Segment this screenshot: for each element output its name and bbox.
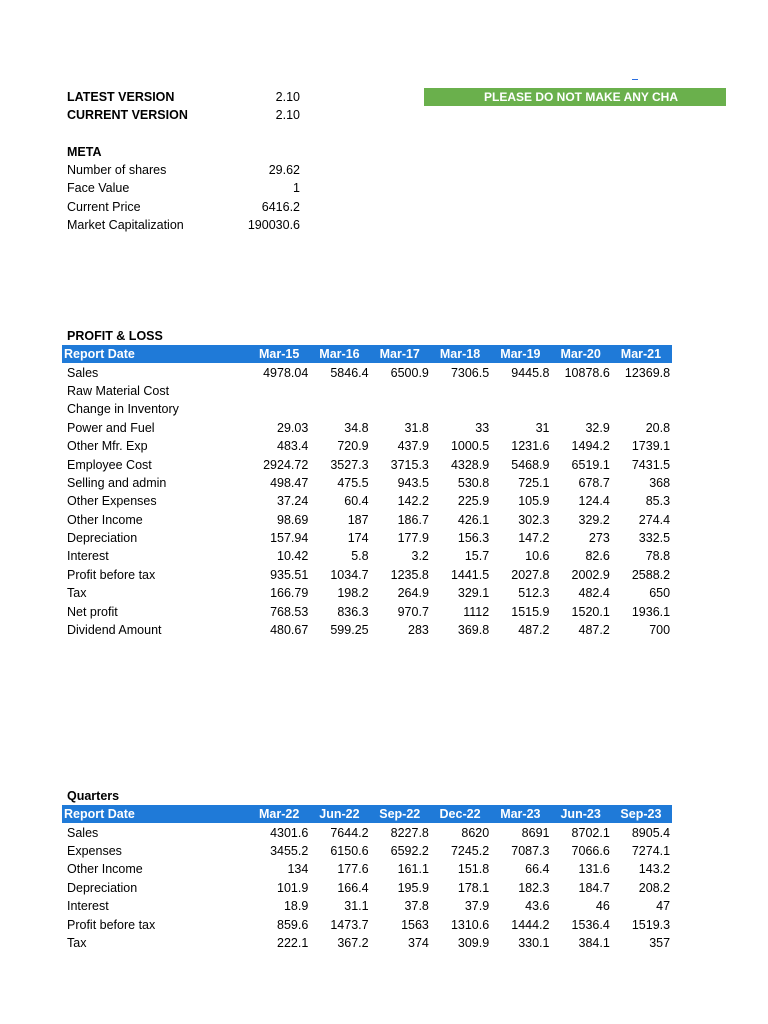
cell-value: 3.2 [411,549,429,564]
cell-value: 5.8 [351,549,369,564]
cell-value: 166.79 [270,586,309,601]
cell-value: 1515.9 [511,604,550,619]
table-row [62,511,672,529]
cell-value: 487.2 [578,623,610,638]
row-label: Change in Inventory [67,402,179,417]
period-header: Jun-22 [310,805,370,823]
cell-value: 8691 [521,825,550,840]
cell-value: 302.3 [518,512,550,527]
table-row [62,934,672,952]
table-row [62,547,672,565]
cell-value: 157.94 [270,531,309,546]
cell-value: 1936.1 [631,604,671,619]
row-label: Raw Material Cost [67,383,170,398]
cell-value: 332.5 [638,531,671,546]
table-header-row [62,345,672,363]
cell-value [371,400,431,418]
cell-value: 1112 [463,604,490,619]
row-label: Other Expenses [67,494,157,509]
row-label: Profit before tax [67,567,156,582]
cell-marker [632,79,638,80]
cell-value: 1520.1 [571,604,610,619]
cell-value: 530.8 [457,475,490,490]
cell-value: 1473.7 [330,917,369,932]
table-row [62,566,672,584]
cell-value: 187 [347,512,369,527]
cell-value: 1494.2 [571,439,610,454]
cell-value: 426.1 [457,512,490,527]
cell-value: 8227.8 [390,825,429,840]
profit-loss-title: PROFIT & LOSS [67,329,163,343]
cell-value: 147.2 [518,531,550,546]
cell-value: 37.24 [277,494,309,509]
cell-value: 650 [649,586,671,601]
meta-value: 190030.6 [247,217,300,232]
cell-value: 15.7 [464,549,490,564]
row-label: Depreciation [67,880,138,895]
cell-value: 182.3 [518,880,550,895]
cell-value: 2002.9 [571,567,610,582]
cell-value: 33 [475,420,490,435]
cell-value: 367.2 [337,935,369,950]
cell-value: 487.2 [518,623,550,638]
cell-value: 475.5 [337,475,369,490]
header-report-date: Report Date [62,805,250,823]
cell-value: 7087.3 [511,843,550,858]
cell-value: 369.8 [457,623,490,638]
cell-value: 1000.5 [450,439,490,454]
cell-value: 498.47 [270,475,309,490]
table-row [62,602,672,620]
cell-value [250,382,310,400]
cell-value: 264.9 [397,586,429,601]
table-row [62,823,672,841]
cell-value: 3455.2 [270,843,309,858]
cell-value: 2588.2 [631,567,671,582]
cell-value: 31.1 [344,899,369,914]
table-row [62,400,672,418]
cell-value: 5468.9 [511,457,550,472]
cell-value: 18.9 [283,899,309,914]
cell-value: 156.3 [457,531,490,546]
cell-value: 166.4 [337,880,369,895]
table-row [62,879,672,897]
cell-value [310,382,370,400]
cell-value: 1231.6 [511,439,550,454]
cell-value: 357 [649,935,671,950]
cell-value: 47 [656,899,671,914]
cell-value: 12369.8 [624,365,671,380]
cell-value: 330.1 [518,935,550,950]
cell-value [371,382,431,400]
cell-value: 720.9 [337,439,369,454]
period-header: Mar-21 [612,345,672,363]
period-header: Sep-22 [371,805,431,823]
cell-value [551,400,611,418]
cell-value: 8702.1 [571,825,610,840]
cell-value: 480.67 [270,623,309,638]
cell-value: 374 [408,935,429,950]
table-row [62,860,672,878]
period-header: Mar-18 [431,345,491,363]
row-label: Other Income [67,862,143,877]
cell-value: 46 [595,899,610,914]
row-label: Selling and admin [67,475,167,490]
current-version-value: 2.10 [275,108,300,122]
cell-value: 970.7 [397,604,429,619]
cell-value: 177.6 [337,862,369,877]
cell-value: 37.9 [464,899,490,914]
cell-value: 1519.3 [631,917,671,932]
cell-value: 943.5 [397,475,429,490]
table-row [62,842,672,860]
cell-value: 85.3 [645,494,671,509]
period-header: Mar-17 [371,345,431,363]
cell-value: 8905.4 [631,825,671,840]
cell-value: 5846.4 [330,365,369,380]
cell-value: 1310.6 [450,917,490,932]
cell-value: 7274.1 [631,843,671,858]
cell-value: 225.9 [457,494,490,509]
quarters-title: Quarters [67,789,120,803]
cell-value [612,400,672,418]
cell-value: 10.42 [277,549,309,564]
period-header: Mar-22 [250,805,310,823]
cell-value [551,382,611,400]
cell-value: 599.25 [330,623,369,638]
cell-value: 78.8 [645,549,671,564]
table-row [62,363,672,381]
cell-value: 208.2 [638,880,671,895]
cell-value: 198.2 [337,586,369,601]
cell-value: 60.4 [344,494,369,509]
cell-value: 3715.3 [390,457,429,472]
table-row [62,419,672,437]
cell-value: 32.9 [585,420,610,435]
cell-value: 31.8 [404,420,429,435]
row-label: Other Income [67,512,143,527]
cell-value: 935.51 [270,567,309,582]
cell-value: 98.69 [277,512,309,527]
table-header-row [62,805,672,823]
cell-value: 7245.2 [450,843,490,858]
cell-value: 700 [649,623,671,638]
meta-label: Number of shares [67,163,167,177]
cell-value: 131.6 [578,862,610,877]
cell-value: 186.7 [397,512,429,527]
table-row [62,897,672,915]
row-label: Power and Fuel [67,420,155,435]
period-header: Dec-22 [431,805,491,823]
cell-value: 29.03 [277,420,309,435]
cell-value: 384.1 [578,935,610,950]
period-header: Jun-23 [551,805,611,823]
cell-value: 101.9 [277,880,309,895]
cell-value: 43.6 [525,899,550,914]
cell-value: 34.8 [344,420,369,435]
cell-value: 7644.2 [330,825,369,840]
cell-value [431,400,491,418]
cell-value: 2924.72 [263,457,309,472]
cell-value: 437.9 [397,439,429,454]
cell-value: 4978.04 [263,365,309,380]
row-label: Tax [67,586,87,601]
cell-value: 512.3 [518,586,550,601]
meta-value: 1 [293,181,300,196]
table-row [62,382,672,400]
table-row [62,584,672,602]
cell-value: 161.1 [397,862,429,877]
table-row [62,474,672,492]
header-report-date: Report Date [62,345,250,363]
cell-value: 329.1 [457,586,490,601]
cell-value [491,400,551,418]
cell-value: 329.2 [578,512,610,527]
meta-value: 29.62 [268,163,300,177]
current-version-label: CURRENT VERSION [67,108,188,122]
cell-value: 124.4 [578,494,610,509]
cell-value: 6500.9 [390,365,429,380]
cell-value: 142.2 [397,494,429,509]
period-header: Mar-19 [491,345,551,363]
table-row [62,492,672,510]
cell-value: 7431.5 [631,457,671,472]
table-row [62,621,672,639]
period-header: Mar-20 [551,345,611,363]
row-label: Dividend Amount [67,623,162,638]
cell-value: 483.4 [277,439,309,454]
cell-value: 174 [347,531,369,546]
row-label: Other Mfr. Exp [67,439,148,454]
cell-value: 184.7 [578,880,610,895]
cell-value: 859.6 [277,917,309,932]
row-label: Interest [67,899,109,914]
cell-value: 274.4 [638,512,671,527]
cell-value: 10.6 [525,549,550,564]
row-label: Net profit [67,604,118,619]
cell-value: 3527.3 [330,457,369,472]
cell-value: 177.9 [397,531,429,546]
cell-value: 1536.4 [571,917,610,932]
cell-value: 273 [588,531,610,546]
cell-value: 6592.2 [390,843,429,858]
cell-value [612,382,672,400]
table-row [62,455,672,473]
cell-value: 368 [649,475,671,490]
cell-value: 82.6 [585,549,610,564]
cell-value [310,400,370,418]
cell-value: 105.9 [518,494,550,509]
meta-value: 6416.2 [261,199,300,214]
row-label: Interest [67,549,109,564]
cell-value: 31 [535,420,550,435]
cell-value [491,382,551,400]
cell-value: 4301.6 [270,825,309,840]
cell-value: 178.1 [457,880,490,895]
cell-value: 1444.2 [511,917,550,932]
row-label: Sales [67,365,99,380]
cell-value: 6519.1 [571,457,610,472]
meta-label: Face Value [67,181,130,196]
cell-value: 9445.8 [511,365,550,380]
table-row [62,529,672,547]
meta-title: META [67,145,102,159]
period-header: Mar-15 [250,345,310,363]
table-row [62,915,672,933]
cell-value: 143.2 [638,862,671,877]
cell-value: 6150.6 [330,843,369,858]
cell-value: 283 [408,623,429,638]
cell-value [250,400,310,418]
cell-value: 7066.6 [571,843,610,858]
cell-value: 678.7 [578,475,610,490]
cell-value: 1034.7 [330,567,369,582]
cell-value: 309.9 [457,935,490,950]
period-header: Mar-16 [310,345,370,363]
cell-value: 134 [287,862,309,877]
cell-value: 222.1 [277,935,309,950]
cell-value: 2027.8 [511,567,550,582]
row-label: Profit before tax [67,917,156,932]
row-label: Sales [67,825,99,840]
cell-value: 725.1 [518,475,550,490]
cell-value: 8620 [461,825,490,840]
cell-value: 1739.1 [631,439,671,454]
table-row [62,437,672,455]
cell-value: 1235.8 [390,567,429,582]
cell-value: 7306.5 [450,365,490,380]
meta-label: Market Capitalization [67,217,184,232]
row-label: Tax [67,935,87,950]
cell-value: 195.9 [397,880,429,895]
cell-value: 151.8 [457,862,490,877]
period-header: Sep-23 [612,805,672,823]
latest-version-value: 2.10 [275,90,300,104]
profit-loss-table [62,345,672,639]
cell-value: 1563 [401,917,429,932]
row-label: Employee Cost [67,457,152,472]
period-header: Mar-23 [491,805,551,823]
latest-version-label: LATEST VERSION [67,90,175,104]
cell-value: 4328.9 [450,457,490,472]
quarters-table [62,805,672,952]
meta-label: Current Price [67,199,141,214]
cell-value [431,382,491,400]
row-label: Depreciation [67,531,138,546]
cell-value: 836.3 [337,604,369,619]
cell-value: 66.4 [525,862,550,877]
cell-value: 482.4 [578,586,610,601]
cell-value: 37.8 [404,899,429,914]
warning-banner: PLEASE DO NOT MAKE ANY CHA [424,88,726,106]
row-label: Expenses [67,843,122,858]
cell-value: 768.53 [270,604,309,619]
cell-value: 10878.6 [564,365,610,380]
cell-value: 1441.5 [450,567,490,582]
cell-value: 20.8 [645,420,671,435]
